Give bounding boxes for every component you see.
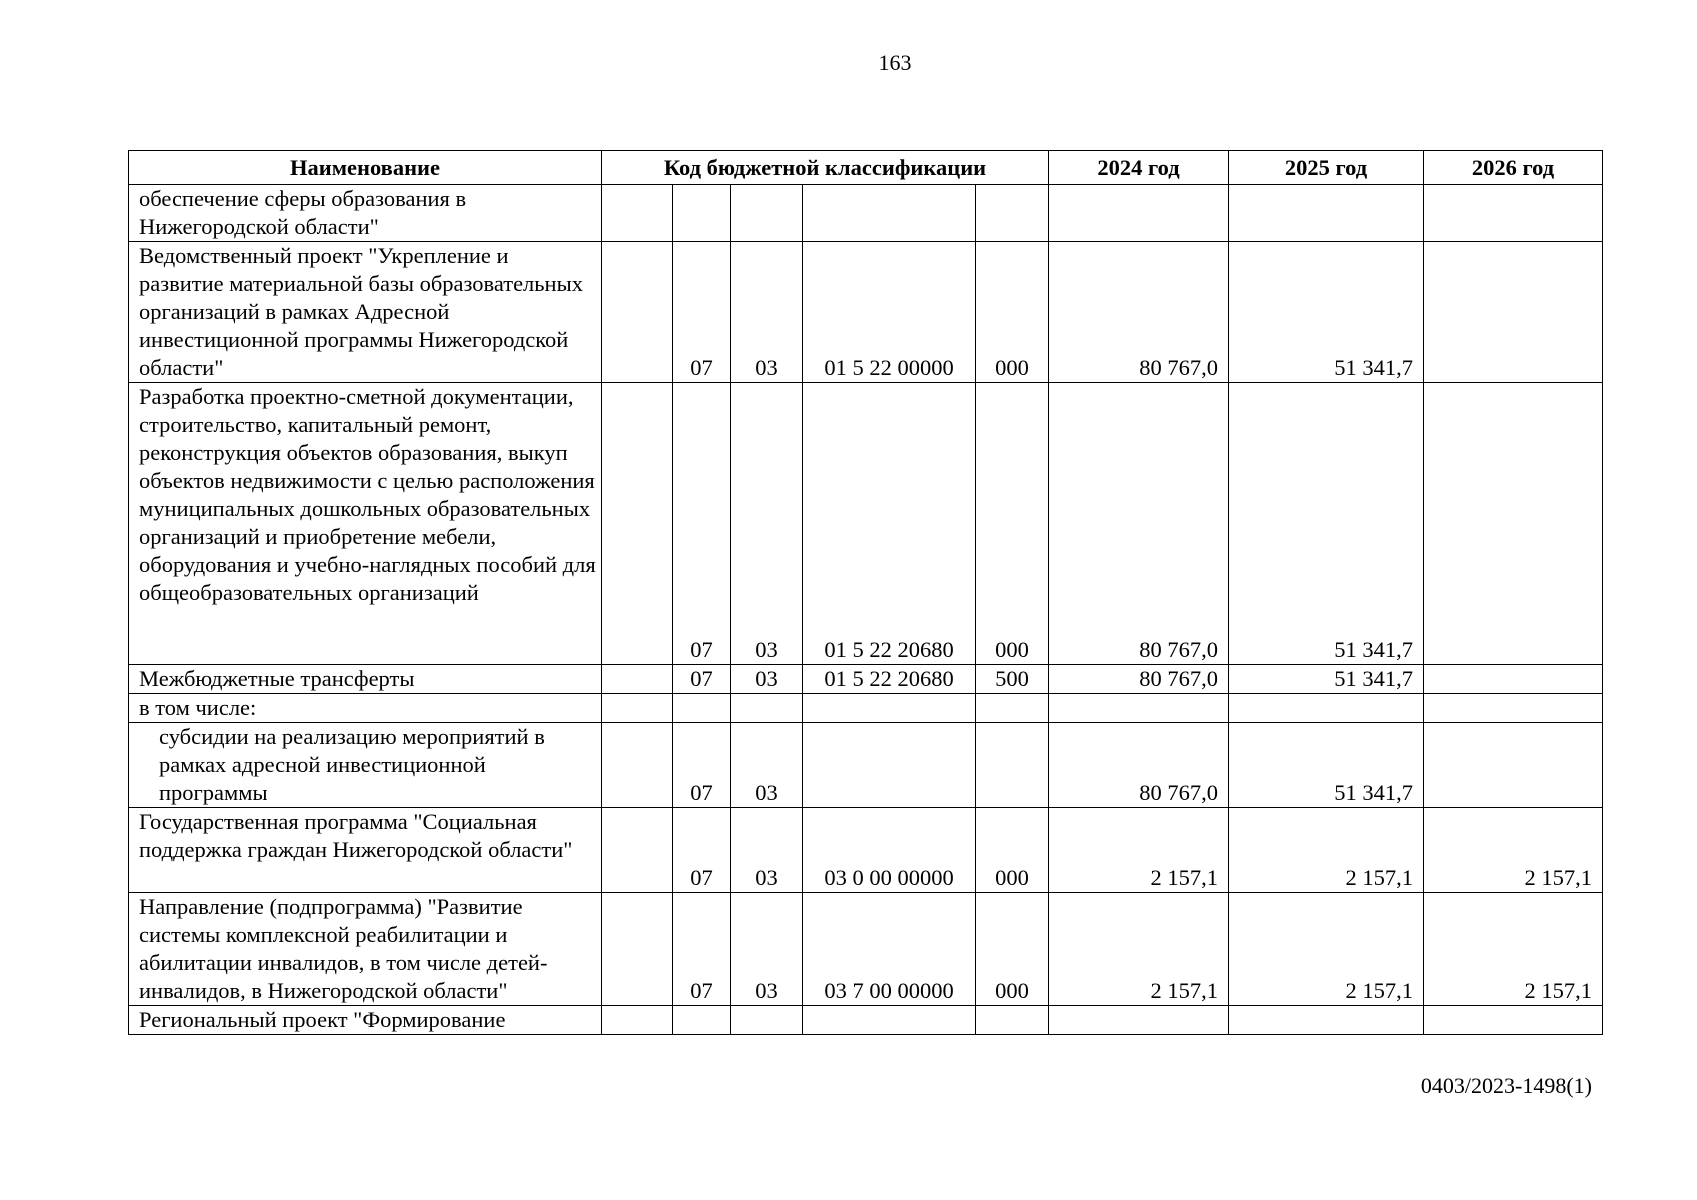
amount-2024: 2 157,1 <box>1049 808 1229 893</box>
table-row <box>129 694 1603 723</box>
row-name: Государственная программа "Социальная поддержка граждан Нижегородской области" <box>129 808 602 893</box>
code-subsection: 03 <box>731 383 803 665</box>
code-section: 07 <box>673 383 731 665</box>
row-name: в том числе: <box>129 694 602 723</box>
code-target <box>803 723 976 808</box>
code-subsection: 03 <box>731 808 803 893</box>
amount-2026 <box>1424 694 1603 723</box>
amount-2026: 2 157,1 <box>1424 893 1603 1006</box>
code-col-1 <box>602 723 673 808</box>
code-subsection <box>731 1006 803 1035</box>
code-subsection: 03 <box>731 893 803 1006</box>
table-row <box>129 665 1603 694</box>
code-section <box>673 694 731 723</box>
amount-2025: 2 157,1 <box>1229 808 1424 893</box>
header-2026: 2026 год <box>1424 151 1603 185</box>
code-col-1 <box>602 383 673 665</box>
row-name: Разработка проектно-сметной документации, строительство, капитальный ремонт, реконструкция объектов образования, выкуп объектов недвижимости с целью расположения муниципальных дошкольных образовательных организаций и приобретение мебели, оборудования и учебно-наглядных пособий для общеобразовательных организаций <box>129 383 602 665</box>
code-expense-type <box>976 1006 1049 1035</box>
code-target <box>803 1006 976 1035</box>
amount-2024: 80 767,0 <box>1049 723 1229 808</box>
amount-2025: 2 157,1 <box>1229 893 1424 1006</box>
amount-2024: 80 767,0 <box>1049 242 1229 383</box>
code-expense-type <box>976 694 1049 723</box>
header-name: Наименование <box>129 151 602 185</box>
budget-table <box>128 150 1603 1035</box>
code-expense-type: 000 <box>976 808 1049 893</box>
amount-2025 <box>1229 185 1424 242</box>
header-2024: 2024 год <box>1049 151 1229 185</box>
header-2025: 2025 год <box>1229 151 1424 185</box>
code-subsection: 03 <box>731 665 803 694</box>
code-target <box>803 694 976 723</box>
amount-2025: 51 341,7 <box>1229 383 1424 665</box>
amount-2024 <box>1049 694 1229 723</box>
amount-2024 <box>1049 1006 1229 1035</box>
amount-2026 <box>1424 665 1603 694</box>
code-target: 01 5 22 20680 <box>803 383 976 665</box>
code-section <box>673 1006 731 1035</box>
code-subsection <box>731 694 803 723</box>
code-col-1 <box>602 694 673 723</box>
code-col-1 <box>602 665 673 694</box>
amount-2026 <box>1424 1006 1603 1035</box>
amount-2025 <box>1229 694 1424 723</box>
table-header-row <box>129 151 1603 185</box>
amount-2026 <box>1424 242 1603 383</box>
code-section: 07 <box>673 665 731 694</box>
table-row <box>129 723 1603 808</box>
code-target <box>803 185 976 242</box>
amount-2024 <box>1049 185 1229 242</box>
code-col-1 <box>602 1006 673 1035</box>
code-section: 07 <box>673 723 731 808</box>
row-name: субсидии на реализацию мероприятий в рамках адресной инвестиционной программы <box>129 723 602 808</box>
table-row <box>129 185 1603 242</box>
amount-2026 <box>1424 185 1603 242</box>
code-section <box>673 185 731 242</box>
code-target: 03 0 00 00000 <box>803 808 976 893</box>
table-row <box>129 242 1603 383</box>
table-row <box>129 383 1603 665</box>
amount-2024: 80 767,0 <box>1049 665 1229 694</box>
row-name: Межбюджетные трансферты <box>129 665 602 694</box>
code-col-1 <box>602 185 673 242</box>
amount-2026 <box>1424 383 1603 665</box>
amount-2026: 2 157,1 <box>1424 808 1603 893</box>
table-row <box>129 1006 1603 1035</box>
code-target: 03 7 00 00000 <box>803 893 976 1006</box>
code-col-1 <box>602 242 673 383</box>
code-col-1 <box>602 808 673 893</box>
row-name: обеспечение сферы образования в Нижегородской области" <box>129 185 602 242</box>
code-col-1 <box>602 893 673 1006</box>
code-expense-type <box>976 185 1049 242</box>
code-target: 01 5 22 20680 <box>803 665 976 694</box>
row-name: Направление (подпрограмма) "Развитие системы комплексной реабилитации и абилитации инвалидов, в том числе детей-инвалидов, в Нижегородской области" <box>129 893 602 1006</box>
header-code: Код бюджетной классификации <box>602 151 1049 185</box>
code-section: 07 <box>673 893 731 1006</box>
code-expense-type: 000 <box>976 893 1049 1006</box>
code-subsection: 03 <box>731 242 803 383</box>
code-section: 07 <box>673 242 731 383</box>
code-subsection: 03 <box>731 723 803 808</box>
row-name: Ведомственный проект "Укрепление и развитие материальной базы образовательных организаций в рамках Адресной инвестиционной программы Нижегородской области" <box>129 242 602 383</box>
amount-2025: 51 341,7 <box>1229 723 1424 808</box>
code-expense-type: 000 <box>976 242 1049 383</box>
code-expense-type: 500 <box>976 665 1049 694</box>
code-expense-type <box>976 723 1049 808</box>
document-code: 0403/2023-1498(1) <box>1420 1073 1592 1098</box>
amount-2025: 51 341,7 <box>1229 242 1424 383</box>
amount-2024: 80 767,0 <box>1049 383 1229 665</box>
amount-2025: 51 341,7 <box>1229 665 1424 694</box>
code-section: 07 <box>673 808 731 893</box>
code-expense-type: 000 <box>976 383 1049 665</box>
page-number: 163 <box>878 50 912 75</box>
table-row <box>129 808 1603 893</box>
amount-2024: 2 157,1 <box>1049 893 1229 1006</box>
table-row <box>129 893 1603 1006</box>
amount-2026 <box>1424 723 1603 808</box>
amount-2025 <box>1229 1006 1424 1035</box>
code-subsection <box>731 185 803 242</box>
row-name: Региональный проект "Формирование <box>129 1006 602 1035</box>
code-target: 01 5 22 00000 <box>803 242 976 383</box>
